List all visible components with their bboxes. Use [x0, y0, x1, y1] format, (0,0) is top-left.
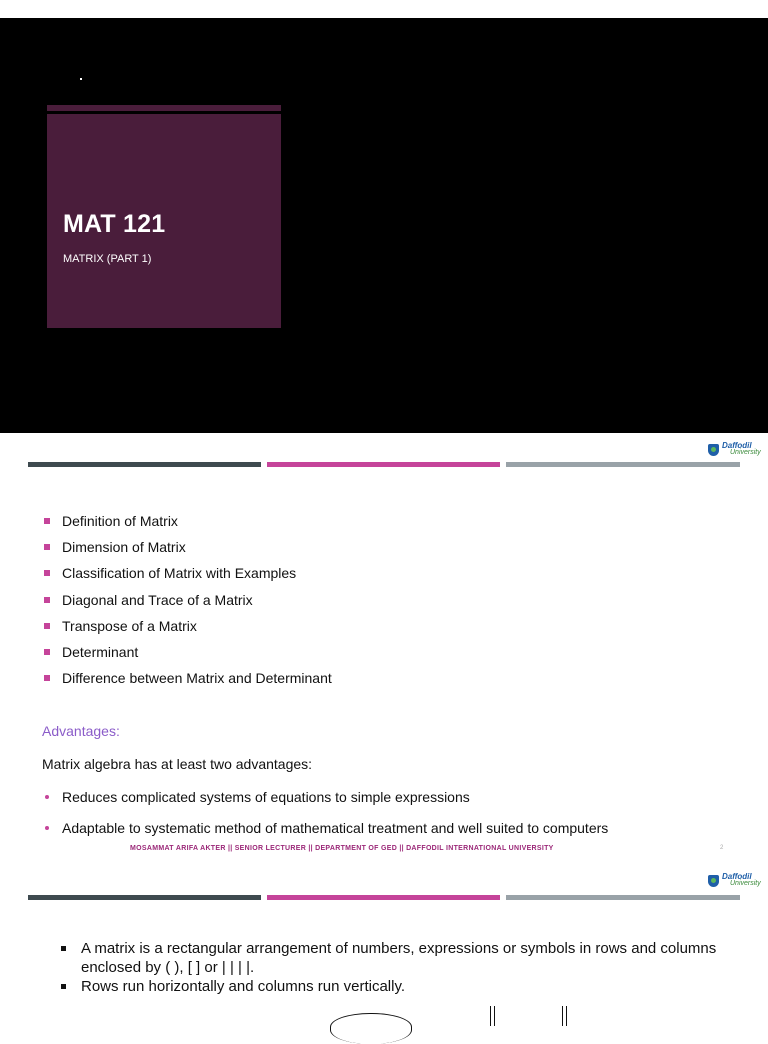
header-bar-pink	[267, 895, 500, 900]
title-box	[47, 114, 281, 328]
page-number: 2	[720, 845, 724, 851]
square-bullet-icon	[44, 544, 50, 550]
dot-bullet-icon	[45, 795, 49, 799]
logo-line1: Daffodil	[722, 441, 752, 450]
matrix-bracket-shape	[330, 1013, 412, 1044]
header-bar-dark	[28, 895, 261, 900]
square-bullet-icon	[44, 649, 50, 655]
square-bullet-icon	[44, 518, 50, 524]
logo-line2: University	[730, 880, 761, 887]
advantages-intro: Matrix algebra has at least two advantages:	[42, 756, 313, 772]
logo-line1: Daffodil	[722, 872, 752, 881]
agenda-list	[42, 513, 332, 696]
list-item: A matrix is a rectangular arrangement of numbers, expressions or symbols in rows and columns enclosed by ( ), [ ] or | | | |.	[60, 939, 720, 977]
matrix-norm-bar	[562, 1006, 563, 1026]
matrix-norm-bar	[490, 1006, 491, 1026]
list-item: Reduces complicated systems of equations to simple expressions	[42, 789, 608, 820]
list-item: Determinant	[42, 644, 332, 670]
square-bullet-icon	[61, 984, 66, 989]
stray-dot	[80, 78, 82, 80]
list-item: Rows run horizontally and columns run vertically.	[60, 977, 720, 996]
definition-list	[60, 939, 720, 996]
list-item: Adaptable to systematic method of mathematical treatment and well suited to computers	[42, 820, 608, 851]
course-title: MAT 121	[63, 210, 166, 238]
course-subtitle: MATRIX (PART 1)	[63, 253, 152, 265]
university-logo	[708, 872, 764, 890]
advantages-heading: Advantages:	[42, 723, 120, 739]
shield-icon	[708, 444, 719, 456]
matrix-norm-bar	[566, 1006, 567, 1026]
square-bullet-icon	[44, 597, 50, 603]
outline-slide	[0, 433, 768, 863]
header-bar-pink	[267, 462, 500, 467]
header-bars	[28, 462, 740, 467]
dot-bullet-icon	[45, 826, 49, 830]
header-bar-dark	[28, 462, 261, 467]
list-item: Definition of Matrix	[42, 513, 332, 539]
list-item: Transpose of a Matrix	[42, 618, 332, 644]
square-bullet-icon	[44, 570, 50, 576]
university-logo	[708, 441, 764, 459]
square-bullet-icon	[44, 623, 50, 629]
shield-icon	[708, 875, 719, 887]
list-item: Difference between Matrix and Determinant	[42, 670, 332, 696]
advantages-list	[42, 789, 608, 851]
title-slide	[0, 18, 768, 433]
header-bar-gray	[506, 462, 740, 467]
list-item: Diagonal and Trace of a Matrix	[42, 592, 332, 618]
title-accent-bar	[47, 105, 281, 111]
list-item: Dimension of Matrix	[42, 539, 332, 565]
logo-line2: University	[730, 449, 761, 456]
list-item: Classification of Matrix with Examples	[42, 565, 332, 591]
square-bullet-icon	[61, 946, 66, 951]
definition-slide	[0, 863, 768, 1024]
matrix-norm-bar	[494, 1006, 495, 1026]
square-bullet-icon	[44, 675, 50, 681]
header-bars	[28, 895, 740, 900]
slide-footer: MOSAMMAT ARIFA AKTER || SENIOR LECTURER || DEPARTMENT OF GED || DAFFODIL INTERNATIONAL UNIVERSITY	[130, 845, 554, 852]
header-bar-gray	[506, 895, 740, 900]
